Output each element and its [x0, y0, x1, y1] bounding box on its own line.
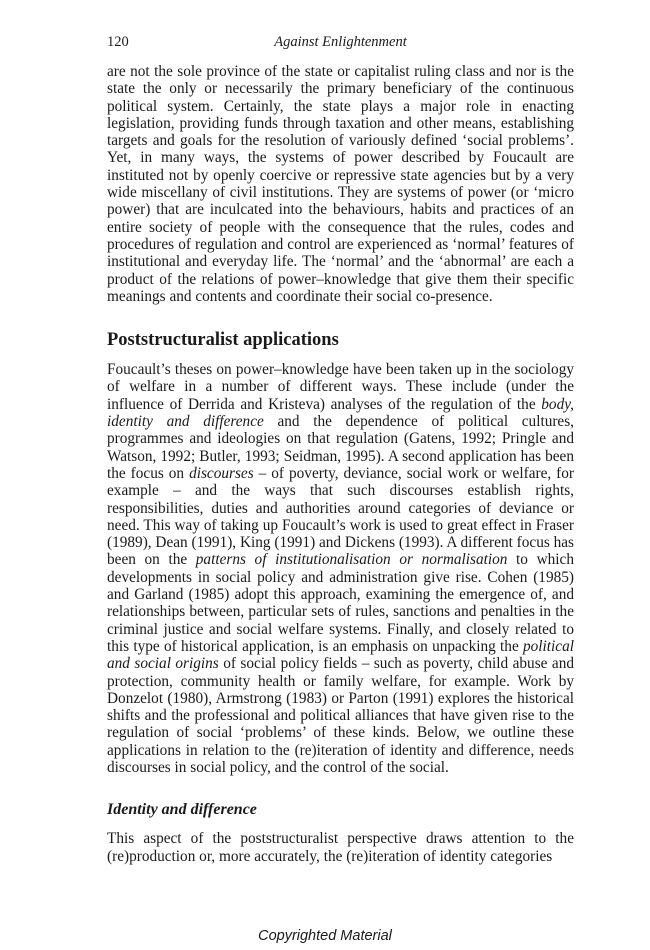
running-head: Against Enlightenment [274, 34, 407, 50]
page-header [107, 34, 574, 56]
copyright-footer: Copyrighted Material [258, 928, 392, 944]
emphasis-discourses: discourses [189, 464, 254, 482]
paragraph-2-text-d: to which developments in social policy and administration give rise. Cohen (1985) and Garland (1985) adopt this approach, examining the emergence of, and relationships between, particular sets of rules, sanctions and penalties in the criminal justice and social welfare systems. Finally, and closely related to this type of historical application, is an emphasis on unpacking the [107, 551, 574, 655]
paragraph-2-text-b: and the dependence of political cultures, programmes and ideologies on that regulation (Gatens, 1992; Pringle and Watson, 1992; Butler, 1993; Seidman, 1995). A second application has been the focus on [107, 413, 575, 482]
page-number: 120 [107, 34, 129, 50]
subsection-heading: Identity and difference [107, 801, 257, 819]
paragraph-2-text-e: of social policy fields – such as poverty, child abuse and protection, community health or family welfare, for example. Work by Donzelot (1980), Armstrong (1983) or Parton (1991) explores the historical shifts and the professional and political alliances that have given rise to the regulation of social ‘problems’ of these kinds. Below, we outline these applications in relation to the (re)iteration of identity and difference, needs discourses in social policy, and the control of the social. [107, 655, 574, 776]
emphasis-body-identity: body, identity and difference [107, 395, 574, 431]
page-body [107, 63, 574, 865]
paragraph-1: are not the sole province of the state or capitalist ruling class and nor is the state the only or necessarily the primary beneficiary of the continuous political system. Certainly, the state plays a major role in enacting legislation, providing funds through taxation and other means, establishing targets and goals for the resolution of variously defined ‘social problems’. Yet, in many ways, the systems of power described by Foucault are instituted not by openly coercive or repressive state agencies but by a very wide miscellany of civil institutions. They are systems of power (or ‘micro power) that are inculcated into the behaviours, habits and practices of an entire society of people with the consequence that the rules, codes and procedures of regulation and control are experienced as ‘normal’ features of institutional and everyday life. The ‘normal’ and the ‘abnormal’ are each a product of the relations of power–knowledge that give them their specific meanings and contents and coordinate their social co-presence. [107, 63, 574, 305]
emphasis-patterns: patterns of institutionalisation or normalisation [195, 551, 508, 569]
emphasis-origins: political and social origins [107, 637, 574, 673]
paragraph-2-text-a: Foucault’s theses on power–knowledge have been taken up in the sociology of welfare in a number of different ways. These include (under the influence of Derrida and Kristeva) analyses of the regulation of the [107, 361, 574, 413]
paragraph-3: This aspect of the poststructuralist perspective draws attention to the (re)production or, more accurately, the (re)iteration of identity categories [107, 830, 574, 865]
section-heading: Poststructuralist applications [107, 330, 339, 351]
paragraph-2 [107, 361, 574, 776]
paragraph-2-text-c: – of poverty, deviance, social work or welfare, for example – and the ways that such discourses establish rights, responsibilities, duties and authorities around categories of deviance or need. This way of taking up Foucault’s work is used to great effect in Fraser (1989), Dean (1991), King (1991) and Dickens (1993). A different focus has been on the [107, 464, 575, 569]
